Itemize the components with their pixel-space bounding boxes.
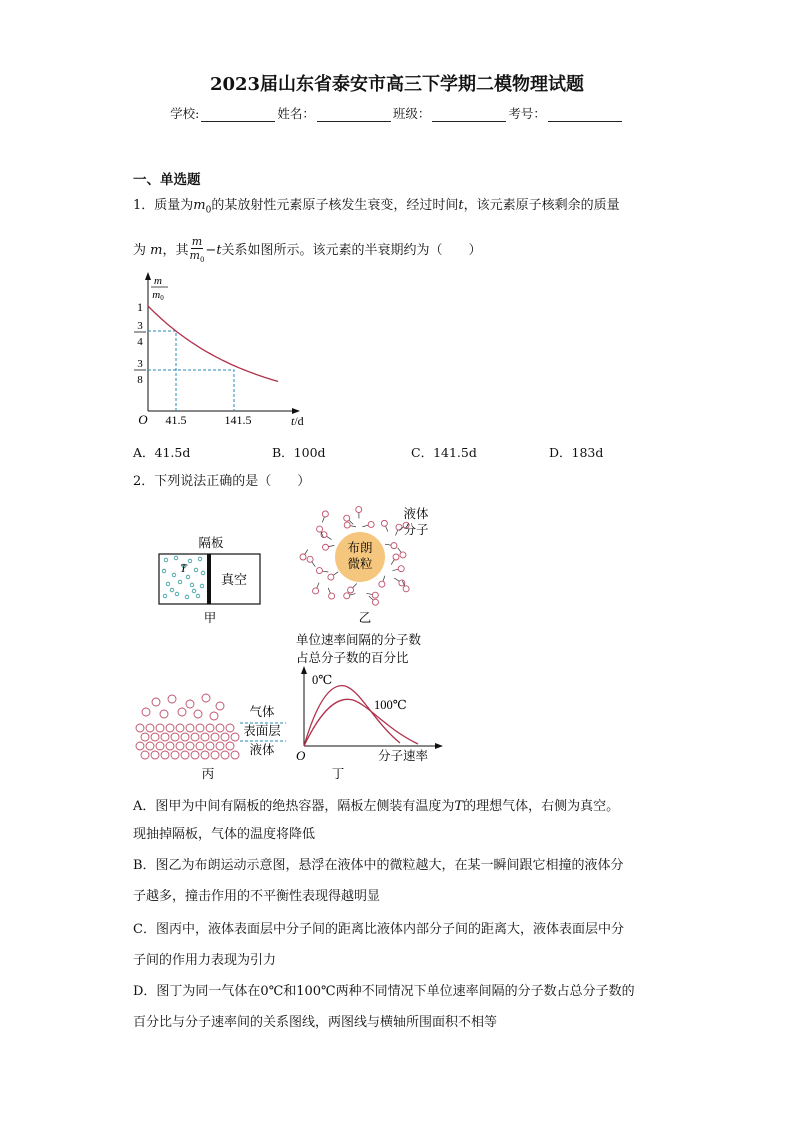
molecule (196, 742, 204, 750)
q2-option-b-line2: 子越多，撞击作用的不平衡性表现得越明显 (133, 889, 381, 904)
class-blank[interactable] (432, 109, 506, 122)
molecule (181, 751, 189, 759)
particle-label-1: 布朗 (347, 541, 373, 555)
molecule (166, 742, 174, 750)
molecule (176, 724, 184, 732)
molecule (151, 733, 159, 741)
molecule (160, 710, 168, 718)
surface-molecules (136, 694, 239, 759)
liquid-molecule (313, 588, 319, 594)
liquid-label-2: 分子 (403, 523, 429, 537)
q1-option-d[interactable]: D．183d (549, 445, 604, 460)
liquid-molecule (348, 587, 354, 593)
x-tick-2: 141.5 (224, 413, 252, 427)
molecule (152, 698, 160, 706)
liquid-molecule (329, 593, 335, 599)
molecule (181, 733, 189, 741)
liquid-molecule (317, 526, 323, 532)
partition-label: 隔板 (198, 536, 224, 550)
liquid-molecule (344, 593, 350, 599)
y-label-2: 占总分子数的百分比 (296, 651, 409, 665)
particle-label-2: 微粒 (347, 557, 373, 571)
x-tick-1: 41.5 (165, 413, 187, 427)
molecule (226, 742, 234, 750)
molecule (216, 702, 224, 710)
origin-label: O (138, 412, 148, 427)
fig-jia-caption: 甲 (203, 611, 217, 625)
page-title: 2023届山东省泰安市高三下学期二模物理试题 (209, 74, 585, 95)
section-title: 一、单选题 (133, 172, 201, 188)
y-tick-38-num: 3 (137, 358, 143, 370)
molecule (142, 708, 150, 716)
q1-stem-line1: 1．质量为$m_0$的某放射性元素原子核发生衰变，经过时间t，该元素原子核剩余的质量 (133, 198, 620, 216)
surface-label: 表面层 (243, 724, 281, 738)
y-tick-1: 1 (137, 300, 143, 314)
q2-option-a-line1[interactable]: A．图甲为中间有隔板的绝热容器，隔板左侧装有温度为T的理想气体，右侧为真空。 (133, 799, 620, 814)
x-label: t/d (291, 414, 304, 428)
molecule (161, 751, 169, 759)
class-label: 班级： (392, 106, 431, 121)
molecule (146, 724, 154, 732)
x-axis-label: 分子速率 (378, 749, 429, 763)
q2-option-d-line2: 百分比与分子速率间的关系图线，两图线与横轴所围面积不相等 (133, 1015, 498, 1030)
q2-option-c-line1[interactable]: C．图丙中，液体表面层中分子间的距离比液体内部分子间的距离大，液体表面层中分 (133, 922, 624, 937)
liquid-molecule (344, 515, 350, 521)
gas-label: 气体 (249, 705, 275, 719)
molecule (156, 742, 164, 750)
liquid-label-1: 液体 (403, 507, 429, 521)
molecule (211, 751, 219, 759)
partition-bar (207, 554, 211, 604)
molecule (171, 751, 179, 759)
molecule (166, 724, 174, 732)
molecule (151, 751, 159, 759)
molecule (211, 733, 219, 741)
y-label-num: m (154, 275, 162, 287)
molecule (221, 733, 229, 741)
q1-stem-line2: 为 m ，其 m $m_0$ − t 关系如图所示。该元素的半衰期约为（ ） (133, 235, 482, 267)
liquid-molecule (368, 521, 374, 527)
liquid-molecule (344, 522, 350, 528)
fig-ding (290, 628, 450, 783)
molecule (206, 724, 214, 732)
gas-temperature-label: T (180, 561, 187, 575)
exam-no-blank[interactable] (548, 109, 622, 122)
student-info-line (0, 104, 794, 122)
curve-0c (304, 686, 400, 746)
q1-option-b[interactable]: B．100d (272, 445, 326, 460)
curve-0-label: 0℃ (312, 673, 333, 687)
fig-ding-caption: 丁 (331, 767, 345, 781)
molecule (194, 710, 202, 718)
molecule (191, 751, 199, 759)
liquid-molecule (398, 566, 404, 572)
liquid-molecule (391, 543, 397, 549)
liquid-molecule (372, 592, 378, 598)
curve-100-label: 100℃ (374, 698, 407, 712)
molecule (156, 724, 164, 732)
q1-option-c[interactable]: C．141.5d (411, 445, 477, 460)
molecule (146, 742, 154, 750)
origin-label: O (296, 748, 306, 763)
fig-bing-caption: 丙 (201, 767, 215, 781)
vacuum-label: 真空 (220, 572, 248, 587)
molecule (176, 742, 184, 750)
molecule (141, 733, 149, 741)
molecule (206, 742, 214, 750)
molecule (226, 724, 234, 732)
y-tick-34-den: 4 (137, 336, 143, 348)
liquid-molecule (400, 552, 406, 558)
liquid-molecule (403, 586, 409, 592)
fig-yi (290, 502, 440, 627)
q1-fraction: m $m_0$ (189, 235, 205, 265)
liquid-molecule (328, 574, 334, 580)
molecule (216, 742, 224, 750)
molecule (186, 742, 194, 750)
molecule (168, 695, 176, 703)
molecule (136, 742, 144, 750)
liquid-molecule (393, 554, 399, 560)
school-label: 学校: (170, 106, 200, 121)
molecule (171, 733, 179, 741)
school-blank[interactable] (201, 109, 275, 122)
q2-option-c-line2: 子间的作用力表现为引力 (133, 953, 277, 968)
fig-jia (150, 530, 270, 630)
molecule (141, 751, 149, 759)
molecule (191, 733, 199, 741)
y-tick-34-num: 3 (137, 320, 143, 332)
liquid-molecule (322, 544, 328, 550)
fig-yi-caption: 乙 (358, 611, 372, 625)
q1-option-a[interactable]: A．41.5d (133, 445, 191, 460)
q2-option-a-line2: 现抽掉隔板，气体的温度将降低 (133, 827, 316, 842)
y-label-den: m0 (152, 289, 164, 302)
liquid-label: 液体 (249, 743, 275, 757)
molecule (186, 724, 194, 732)
exam-no-label: 考号： (508, 106, 546, 121)
q1-decay-graph (128, 268, 308, 433)
y-axis-arrow (145, 272, 151, 280)
molecule (186, 700, 194, 708)
liquid-molecule (372, 599, 378, 605)
molecule (210, 712, 218, 720)
name-label: 姓名： (277, 106, 315, 121)
q2-option-d-line1[interactable]: D．图丁为同一气体在0℃和100℃两种不同情况下单位速率间隔的分子数占总分子数的 (133, 984, 635, 999)
molecule (201, 733, 209, 741)
liquid-molecule (356, 507, 362, 513)
molecule (136, 724, 144, 732)
liquid-molecule (381, 520, 387, 526)
molecule (201, 751, 209, 759)
fig-bing (128, 690, 293, 785)
molecule (216, 724, 224, 732)
liquid-molecule (379, 581, 385, 587)
liquid-molecule (316, 568, 322, 574)
q2-stem: 2．下列说法正确的是（ ） (133, 474, 311, 489)
name-blank[interactable] (317, 109, 391, 122)
y-tick-38-den: 8 (137, 374, 143, 386)
molecule (221, 751, 229, 759)
molecule (231, 733, 239, 741)
liquid-molecule (307, 556, 313, 562)
q2-option-b-line1[interactable]: B．图乙为布朗运动示意图，悬浮在液体中的微粒越大，在某一瞬间跟它相撞的液体分 (133, 858, 624, 873)
molecule (202, 694, 210, 702)
molecule (161, 733, 169, 741)
molecule (231, 751, 239, 759)
guide-3-8 (148, 370, 234, 411)
molecule (178, 708, 186, 716)
molecule (196, 724, 204, 732)
y-label-1: 单位速率间隔的分子数 (296, 633, 422, 647)
liquid-molecule (322, 511, 328, 517)
guide-3-4 (148, 331, 176, 411)
liquid-molecule (396, 524, 402, 530)
liquid-molecule (300, 554, 306, 560)
